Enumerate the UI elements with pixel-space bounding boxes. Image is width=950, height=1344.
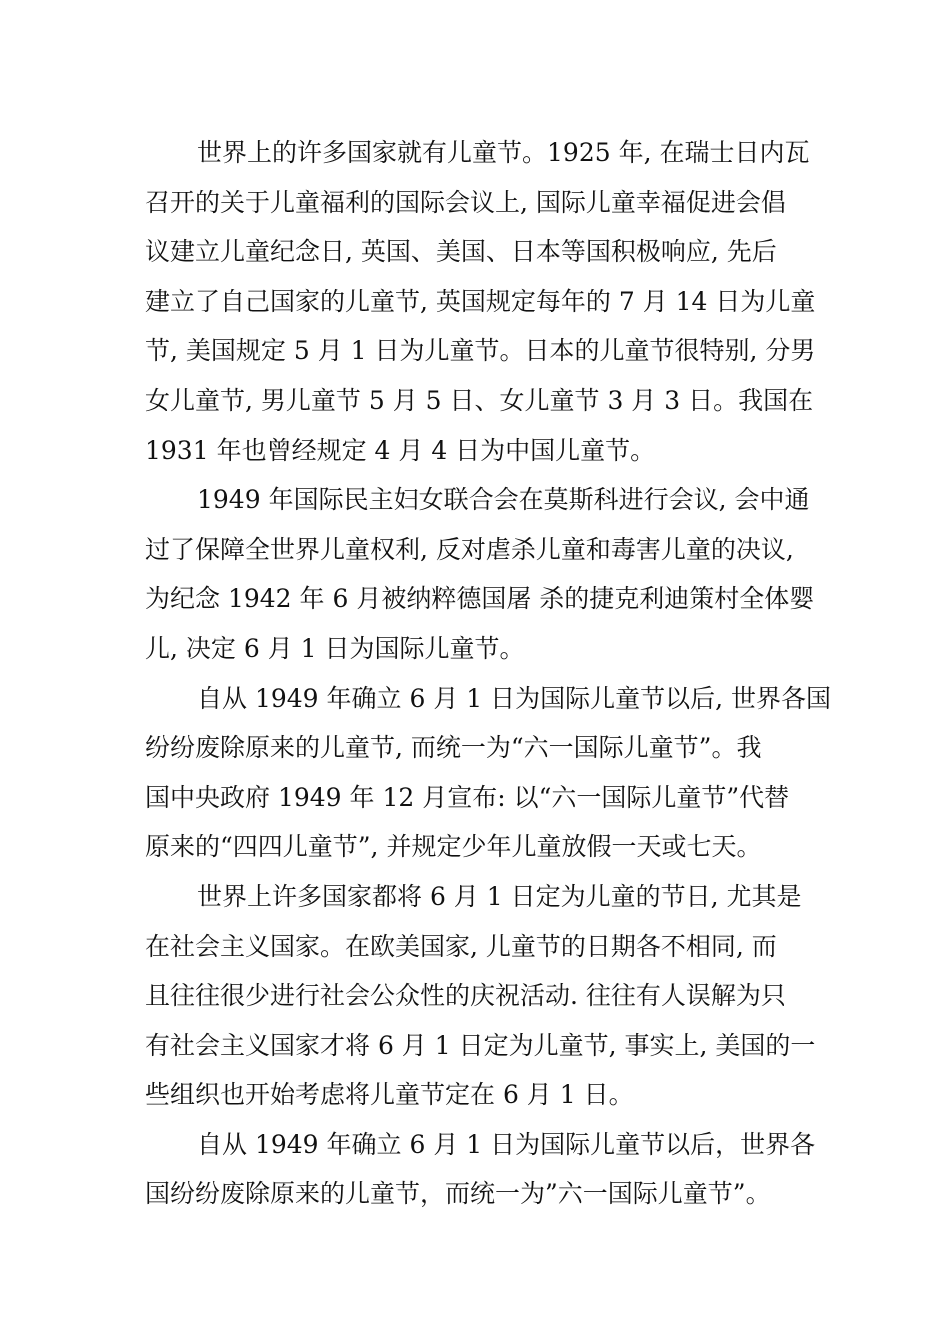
document-page (145, 128, 832, 1219)
text-line: 儿, 决定 6 月 1 日为国际儿童节。 (145, 633, 525, 663)
text-line: 自从 1949 年确立 6 月 1 日为国际儿童节以后，世界各 (197, 1129, 816, 1159)
paragraph-4 (145, 872, 825, 1120)
paragraph-2 (145, 475, 825, 673)
paragraph-1 (145, 128, 825, 475)
text-line: 召开的关于儿童福利的国际会议上, 国际儿童幸福促进会倡 (145, 187, 786, 217)
text-line: 节, 美国规定 5 月 1 日为儿童节。日本的儿童节很特别, 分男 (145, 336, 816, 366)
text-line: 原来的“四四儿童节”, 并规定少年儿童放假一天或七天。 (145, 832, 762, 862)
text-line: 为纪念 1942 年 6 月被纳粹德国屠 杀的捷克利迪策村全体婴 (145, 584, 815, 614)
text-line: 纷纷废除原来的儿童节, 而统一为“六一国际儿童节”。我 (145, 733, 762, 763)
text-line: 过了保障全世界儿童权利, 反对虐杀儿童和毒害儿童的决议, (145, 534, 794, 564)
text-line: 1949 年国际民主妇女联合会在莫斯科进行会议, 会中通 (197, 485, 810, 515)
text-line: 议建立儿童纪念日, 英国、美国、日本等国积极响应, 先后 (145, 237, 777, 267)
paragraph-5 (145, 1120, 825, 1219)
text-line: 世界上许多国家都将 6 月 1 日定为儿童的节日, 尤其是 (197, 881, 802, 911)
text-line: 些组织也开始考虑将儿童节定在 6 月 1 日。 (145, 1080, 634, 1110)
text-line: 在社会主义国家。在欧美国家, 儿童节的日期各不相同, 而 (145, 931, 777, 961)
paragraph-3 (145, 674, 832, 872)
text-line: 国纷纷废除原来的儿童节，而统一为”六一国际儿童节”。 (145, 1179, 771, 1209)
text-line: 女儿童节, 男儿童节 5 月 5 日、女儿童节 3 月 3 日。我国在 (145, 385, 814, 415)
text-line: 有社会主义国家才将 6 月 1 日定为儿童节, 事实上, 美国的一 (145, 1030, 816, 1060)
text-line: 且往往很少进行社会公众性的庆祝活动. 往往有人误解为只 (145, 981, 786, 1011)
text-line: 自从 1949 年确立 6 月 1 日为国际儿童节以后, 世界各国 (197, 683, 832, 713)
text-line: 1931 年也曾经规定 4 月 4 日为中国儿童节。 (145, 435, 656, 465)
text-line: 国中央政府 1949 年 12 月宣布: 以“六一国际儿童节”代替 (145, 782, 790, 812)
text-line: 建立了自己国家的儿童节, 英国规定每年的 7 月 14 日为儿童 (145, 286, 816, 316)
text-line: 世界上的许多国家就有儿童节。1925 年, 在瑞士日内瓦 (197, 138, 810, 167)
